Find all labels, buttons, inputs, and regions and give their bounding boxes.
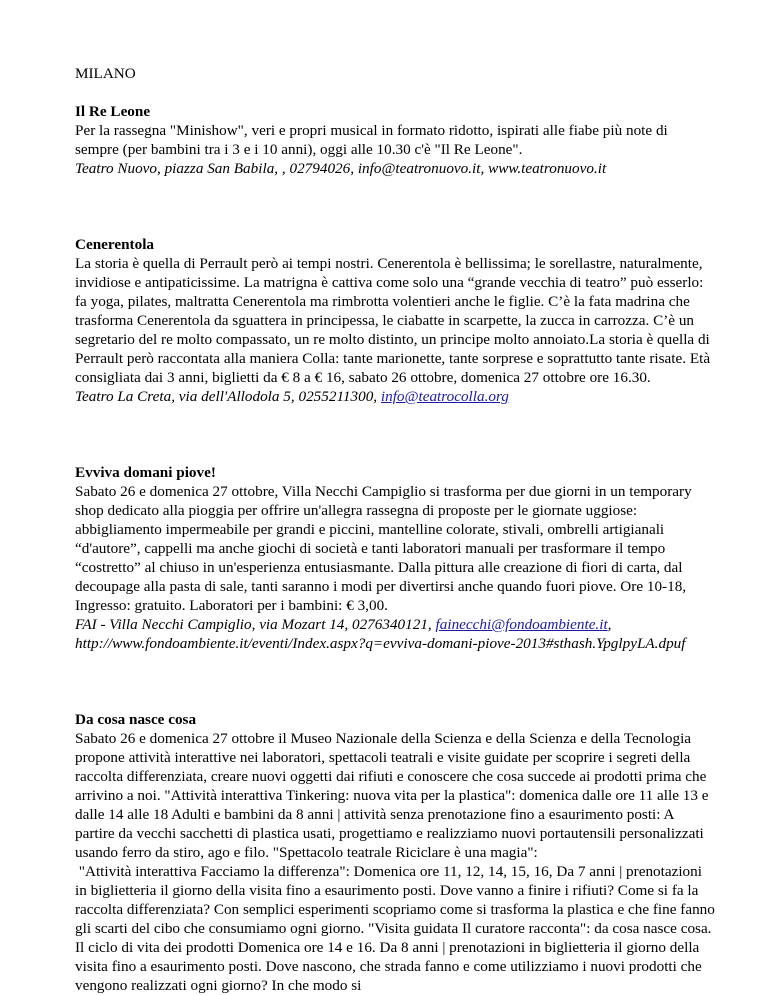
article-title: Da cosa nasce cosa: [75, 711, 197, 728]
article-body: La storia è quella di Perrault però ai tempi nostri. Cenerentola è bellissima; le sorellastre, naturalmente, invidiose e antipaticissime. La matrigna è cattiva come solo una “grande vecchia di teatro” può esserlo: fa yoga, pilates, maltratta Cenerentola ma rimbrotta volentieri anche le figlie. C’è la fata madrina che trasforma Cenerentola da sguattera in principessa, le ciabatte in scarpette, la zucca in carrozza. C’è un segretario del re molto compassato, un re molto distinto, un principe molto annoiato.La storia è quella di Perrault però raccontata alla maniera Colla: tante marionette, tante sorprese e soprattutto tante risate. Età consigliata dai 3 anni, biglietti da € 8 a € 16, sabato 26 ottobre, domenica 27 ottobre ore 16.30.: [75, 255, 711, 386]
article-info: [75, 387, 715, 406]
email-link[interactable]: info@teatrocolla.org: [380, 388, 509, 405]
article-info-url: , http://www.fondoambiente.it/eventi/Index.aspx?q=evviva-domani-piove-2013#sthash.YpglpyLA.dpuf: [75, 616, 686, 652]
email-link[interactable]: fainecchi@fondoambiente.it: [435, 616, 608, 633]
article-title: Cenerentola: [75, 236, 155, 253]
document-page: [75, 64, 719, 995]
article-evviva-domani-piove: [75, 463, 715, 653]
city-heading: MILANO: [75, 65, 136, 82]
article-info: [75, 615, 715, 653]
article-body: Per la rassegna "Minishow", veri e propri musical in formato ridotto, ispirati alle fiabe più note di sempre (per bambini tra i 3 e i 10 anni), oggi alle 10.30 c'è "Il Re Leone".: [75, 122, 668, 158]
article-body: Sabato 26 e domenica 27 ottobre, Villa Necchi Campiglio si trasforma per due giorni in un temporary shop dedicato alla pioggia per offrire un'allegra rassegna di proposte per le giornate uggiose: abbigliamento impermeabile per grandi e piccini, mantelline colorate, stivali, ombrelli artigianali “d'autore”, cappelli ma anche giochi di società e tanti laboratori manuali per trasformare il tempo “costretto” al chiuso in un'esperienza entusiasmante. Dalla pittura alle creazione di fiori di carta, dal decoupage alla pasta di sale, tanti saranno i modi per divertirsi anche quando fuori piove. Ore 10-18, Ingresso: gratuito. Laboratori per i bambini: € 3,00.: [75, 483, 692, 614]
spacer: [75, 406, 715, 463]
spacer: [75, 653, 715, 710]
article-re-leone: [75, 102, 715, 178]
article-title: Il Re Leone: [75, 103, 151, 120]
article-body-continued: "Attività interattiva Facciamo la differenza": Domenica ore 11, 12, 14, 15, 16, Da 7 anni | prenotazioni in biglietteria il giorno della visita fino a esaurimento posti. Dove vanno a finire i rifiuti? Come si fa la raccolta differenziata? Con semplici esperimenti scopriamo come si trasforma la plastica e che fine fanno gli scarti del cibo che consumiamo ogni giorno. "Visita guidata Il curatore racconta": da cosa nasce cosa. Il ciclo di vita dei prodotti Domenica ore 14 e 16. Da 8 anni | prenotazioni in biglietteria il giorno della visita fino a esaurimento posti. Dove nascono, che strada fanno e come utilizziamo i nuovi prodotti che vengono realizzati ogni giorno? In che modo si: [75, 863, 719, 994]
article-title: Evviva domani piove!: [75, 464, 216, 481]
article-cenerentola: [75, 235, 715, 406]
spacer: [75, 178, 715, 235]
article-info: Teatro Nuovo, piazza San Babila, , 02794026, info@teatronuovo.it, www.teatronuovo.it: [75, 160, 607, 177]
article-body: Sabato 26 e domenica 27 ottobre il Museo Nazionale della Scienza e della Scienza e della Tecnologia propone attività interattive nei laboratori, spettacoli teatrali e visite guidate per scoprire i segreti della raccolta differenziata, creare nuovi oggetti dai rifiuti e conoscere che cosa succede ai prodotti prima che arrivino a noi. "Attività interattiva Tinkering: nuova vita per la plastica": domenica dalle ore 11 alle 13 e dalle 14 alle 18 Adulti e bambini da 8 anni | attività senza prenotazione fino a esaurimento posti: A partire da vecchi sacchetti di plastica usati, progettiamo e realizziamo nuovi portautensili personalizzati usando ferro da stiro, ago e filo. "Spettacolo teatrale Riciclare è una magia":: [75, 730, 709, 861]
article-da-cosa-nasce-cosa: [75, 710, 719, 995]
article-info-text: FAI - Villa Necchi Campiglio, via Mozart 14, 0276340121,: [75, 616, 436, 633]
article-info-text: Teatro La Creta, via dell'Allodola 5, 0255211300,: [75, 388, 381, 405]
